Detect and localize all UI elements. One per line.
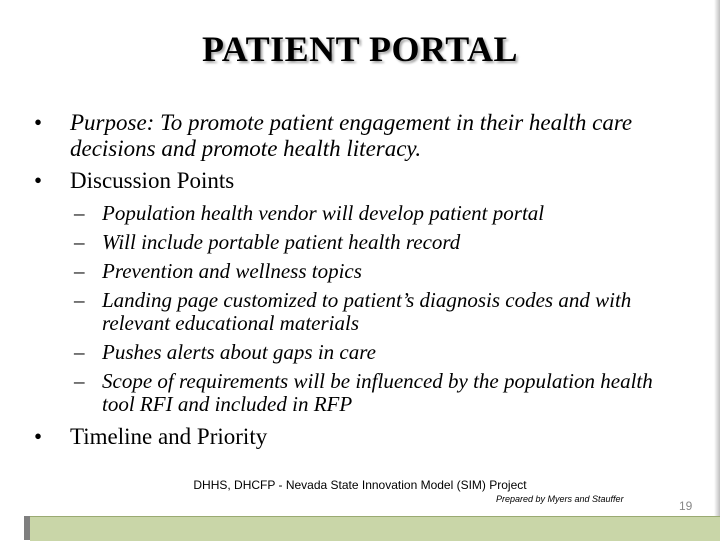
dash-marker: –: [74, 201, 85, 225]
slide-content: [30, 110, 690, 456]
dash-marker: –: [74, 230, 85, 254]
sub-item: [74, 260, 690, 283]
sub-item: [74, 370, 690, 416]
bullet-marker: •: [34, 424, 43, 449]
sub-item-text: Scope of requirements will be influenced by the population health tool RFI and included in RFP: [102, 369, 653, 416]
dash-marker: –: [74, 369, 85, 393]
slide-title: PATIENT PORTAL: [201, 29, 519, 69]
bullet-text: Purpose: To promote patient engagement in their health care decisions and promote health literacy.: [70, 110, 633, 161]
sub-item: [74, 231, 690, 254]
bullet-timeline: [30, 424, 690, 450]
dash-marker: –: [74, 340, 85, 364]
sub-item-text: Landing page customized to patient’s diagnosis codes and with relevant educational materials: [102, 288, 632, 335]
dash-marker: –: [74, 259, 85, 283]
bullet-text: Timeline and Priority: [70, 424, 268, 449]
bottom-decorative-bar: [30, 516, 720, 541]
footer-prepared-by: Prepared by Myers and Stauffer: [496, 494, 624, 504]
sub-item-text: Population health vendor will develop patient portal: [102, 201, 545, 225]
sub-item-text: Pushes alerts about gaps in care: [102, 340, 376, 364]
bullet-discussion-points: [30, 168, 690, 194]
sub-item: [74, 341, 690, 364]
bullet-text: Discussion Points: [70, 168, 235, 193]
bullet-marker: •: [34, 110, 43, 135]
discussion-sub-list: [74, 202, 690, 416]
sub-item-text: Will include portable patient health record: [102, 230, 461, 254]
sub-item-text: Prevention and wellness topics: [102, 259, 362, 283]
footer-project-name: DHHS, DHCFP - Nevada State Innovation Model (SIM) Project: [193, 478, 527, 492]
sub-item: [74, 289, 690, 335]
page-number: 19: [679, 499, 693, 513]
bullet-purpose: [30, 110, 690, 162]
sub-item: [74, 202, 690, 225]
bullet-marker: •: [34, 168, 43, 193]
dash-marker: –: [74, 288, 85, 312]
slide-right-shadow: [714, 0, 720, 540]
